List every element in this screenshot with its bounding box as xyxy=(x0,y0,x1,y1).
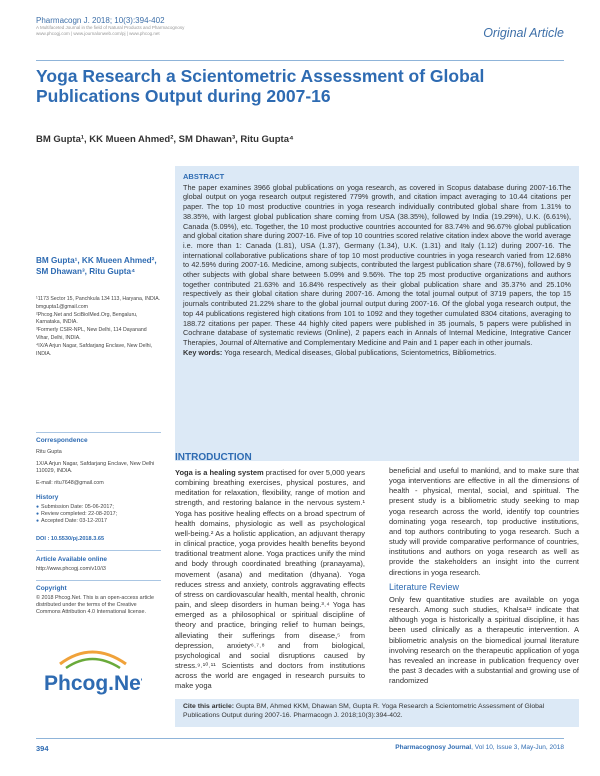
abstract-text: The paper examines 3966 global publications on yoga research, as covered in Scopus database during 2007-16.The global output on yoga research output registered 779% growth, and citation impact averaging to 10.44 citations per paper. The top 10 most productive countries in yoga research individually contributed global share from 1.31% to 38.35%, with largest global publication share coming from USA (38.35%), followed by India (19.29%), U.K. (6.61%), Canada (5.09%), etc. Together, the 10 most productive countries accounted for 83.74% and 96.67% global publication and global citation share during 2007-16. Five of top 10 countries scored relative citation index above the world average i.e. more than 1: Canada (1.81), USA (1.37), Germany (1.34), U.K. (1.31) and Italy (1.12) during 2007-16. The international collaborative publications share of top 10 most productive countries in yoga research varied from 12.68% to 42.59% during 2007-16. Medicine, among subjects, contributed the largest publication share (78.67%), followed by 9 other subjects with global share between 5.09% and 9.56%. The top 25 most productive organizations and authors together contributed 21.63% and 16.84% respectively as their global publication share and 35.37% and 25.10% respectively as their global citation share during 2007-16. Among the total journal output of 3719 papers, the top 15 journals contributed 21.22% share to the global journal output during 2007-16. Of the global yoga research output, the top 44 publications registered high citations from 101 to 1092 and they together cumulated 8304 citations, averaging to 188.72 citations per paper. These 44 highly cited papers were published in 35 journals, 5 papers were published in Cochrane database of systematic reviews (Online), 2 papers each in Annals of Internal Medicine, Integrative Cancer Therapies, Journal of Alternative and Complementary Medicine and Pain and 1 paper each in other journals. xyxy=(183,182,571,347)
header-divider xyxy=(36,60,564,61)
bullet-icon: ● xyxy=(36,511,40,518)
author-list: BM Gupta¹, KK Mueen Ahmed², SM Dhawan³, Ritu Gupta⁴ xyxy=(36,134,294,145)
copyright-text: © 2018 Phcog.Net. This is an open-access article distributed under the terms of the Creative Commons Attribution 4.0 International license. xyxy=(36,595,155,616)
intro-column-1 xyxy=(175,468,365,691)
page-number: 394 xyxy=(36,744,49,753)
copyright-heading: Copyright xyxy=(36,585,67,592)
intro-paragraph xyxy=(175,468,365,691)
literature-review-heading: Literature Review xyxy=(389,581,460,592)
history-list xyxy=(36,504,161,526)
correspondence-name: Ritu Gupta xyxy=(36,449,62,455)
bullet-icon: ● xyxy=(36,504,40,510)
footer-divider xyxy=(36,738,564,739)
affiliations xyxy=(36,296,161,358)
history-heading: History xyxy=(36,494,59,501)
online-heading: Article Available online xyxy=(36,556,108,563)
abstract-body xyxy=(183,183,571,358)
online-url[interactable]: http://www.phcogj.com/v10/i3 xyxy=(36,566,106,572)
bullet-icon: ● xyxy=(36,518,40,525)
cite-text: Gupta BM, Ahmed KKM, Dhawan SM, Gupta R. Yoga Research a Scientometric Assessment of Global Publications Output during 2007-16. Pharmacogn J. 2018;10(3):394-402. xyxy=(183,703,545,719)
article-type: Original Article xyxy=(483,26,564,40)
history-item: ● Accepted Date: 03-12-2017 xyxy=(36,518,107,525)
sidebar-divider xyxy=(36,550,161,551)
sidebar-divider xyxy=(36,432,161,433)
history-item: ● Review completed: 22-08-2017; xyxy=(36,511,118,518)
phcognet-logo xyxy=(42,646,142,702)
affiliation-item: ⁴IX/A Arjun Nagar, Safdarjang Enclave, New Delhi, INDIA. xyxy=(36,342,153,357)
footer-issue: , Vol 10, Issue 3, May-Jun, 2018 xyxy=(471,744,564,751)
history-item: ● Submission Date: 05-06-2017; xyxy=(36,504,114,510)
journal-citation: Pharmacogn J. 2018; 10(3):394-402 xyxy=(36,16,165,25)
logo-graphic-icon xyxy=(42,646,142,702)
masthead xyxy=(36,16,184,37)
correspondence-email[interactable]: E-mail: ritu7648@gmail.com xyxy=(36,480,104,486)
affiliation-item: ³Formerly CSIR-NPL, New Delhi, 114 Dayanand Vihar, Delhi, INDIA. xyxy=(36,327,147,341)
affiliation-item: ¹1173 Sector 15, Panchkula 134 113, Haryana, INDIA. bmgupta1@gmail.com xyxy=(36,296,161,310)
abstract-box xyxy=(175,166,579,461)
affiliation-item: ²Phcog.Net and SciBiolMed.Org, Bengaluru, Karnataka, INDIA. xyxy=(36,311,138,326)
journal-tagline: A Multifaceted Journal in the field of Natural Products and Pharmacognosy xyxy=(36,25,185,30)
logo-text: Phcog.Net xyxy=(44,672,142,695)
journal-urls[interactable]: www.phcogj.com | www.journalonweb.com/pj | www.phcog.net xyxy=(36,31,160,36)
sidebar-authors: BM Gupta¹, KK Mueen Ahmed², SM Dhawan³, Ritu Gupta⁴ xyxy=(36,256,157,276)
keywords: Yoga research, Medical diseases, Global publications, Scientometrics, Bibliometrics. xyxy=(222,347,497,357)
intro-text: practised for over 5,000 years combining breathing exercises, physical postures, and meditation for relaxation, flexibility, range of motion and strength, and restoring balance in the nervous system.¹ Yoga has positive healing effects on a broad spectrum of health domains, physiologic as well as psychological well-being.² As a holistic application, an adjuvant therapy in clinical practice, yoga provides health benefits beyond traditional treatment alone. Yoga practices unify the mind and body through coordinated breathing (pranayama), movement (asana) and meditation (dhyana). Yoga reduces stress and anxiety, controls aggravating effects of stress on cardiovascular health, mental health, chronic pain, and sleep disorders in human being.³˒⁴ Yoga has emerged as a philosophical or spiritual discipline of theory and practice, bringing relief to human beings, alleviating their sufferings from disease,⁵ from depression, anxiety⁶˒⁷˒⁸ and from biological, psychological and social disruptions caused by stress.⁹˒¹⁰˒¹¹ Scientists and doctors from institutions across the world are engaged in research pursuits to make yoga xyxy=(175,468,365,691)
footer-journal-name: Pharmacognosy Journal xyxy=(395,744,472,751)
article-title: Yoga Research a Scientometric Assessment of Global Publications Output during 2007-16 xyxy=(36,66,485,106)
intro-paragraph: beneficial and useful to mankind, and to make sure that yoga interventions are effective in all the dimensions of health - physical, mental, social, and spiritual. The present study is a bibliometric study seeking to map yoga research across the world, identify top countries dominating yoga research, top productive institutions, and top authors contributing to yoga research. Such a study will provide comparative performance of countries, institutions and authors on yoga research as well as provide the stakeholders an insight into the current directions in yoga research. xyxy=(389,466,579,577)
sidebar-divider xyxy=(36,580,161,581)
abstract-heading: ABSTRACT xyxy=(183,172,225,181)
correspondence-heading: Correspondence xyxy=(36,437,88,444)
doi-link[interactable]: DOI : 10.5530/pj.2018.3.65 xyxy=(36,536,105,542)
citation-box xyxy=(175,699,579,727)
literature-review-text: Only few quantitative studies are available on yoga research. Among such studies, Khalsa¹² indicate that although yoga is historically a spiritual discipline, it has been used clinically as a therapeutic intervention. A bibliometric analysis on the biomedical journal literature involving research on the therapeutic application of yoga has revealed an increase in publication frequency over the past 3 decades with a substantial and growing use of randomized xyxy=(389,594,579,686)
introduction-heading: INTRODUCTION xyxy=(175,452,252,463)
keywords-label: Key words: xyxy=(183,347,223,357)
footer-journal xyxy=(395,744,564,751)
intro-lead: Yoga is a healing system xyxy=(175,468,264,477)
intro-column-2 xyxy=(389,466,579,686)
cite-label: Cite this article: xyxy=(183,703,234,710)
correspondence-address: 1X/A Arjun Nagar, Safdarjang Enclave, New Delhi 110029, INDIA. xyxy=(36,461,155,475)
